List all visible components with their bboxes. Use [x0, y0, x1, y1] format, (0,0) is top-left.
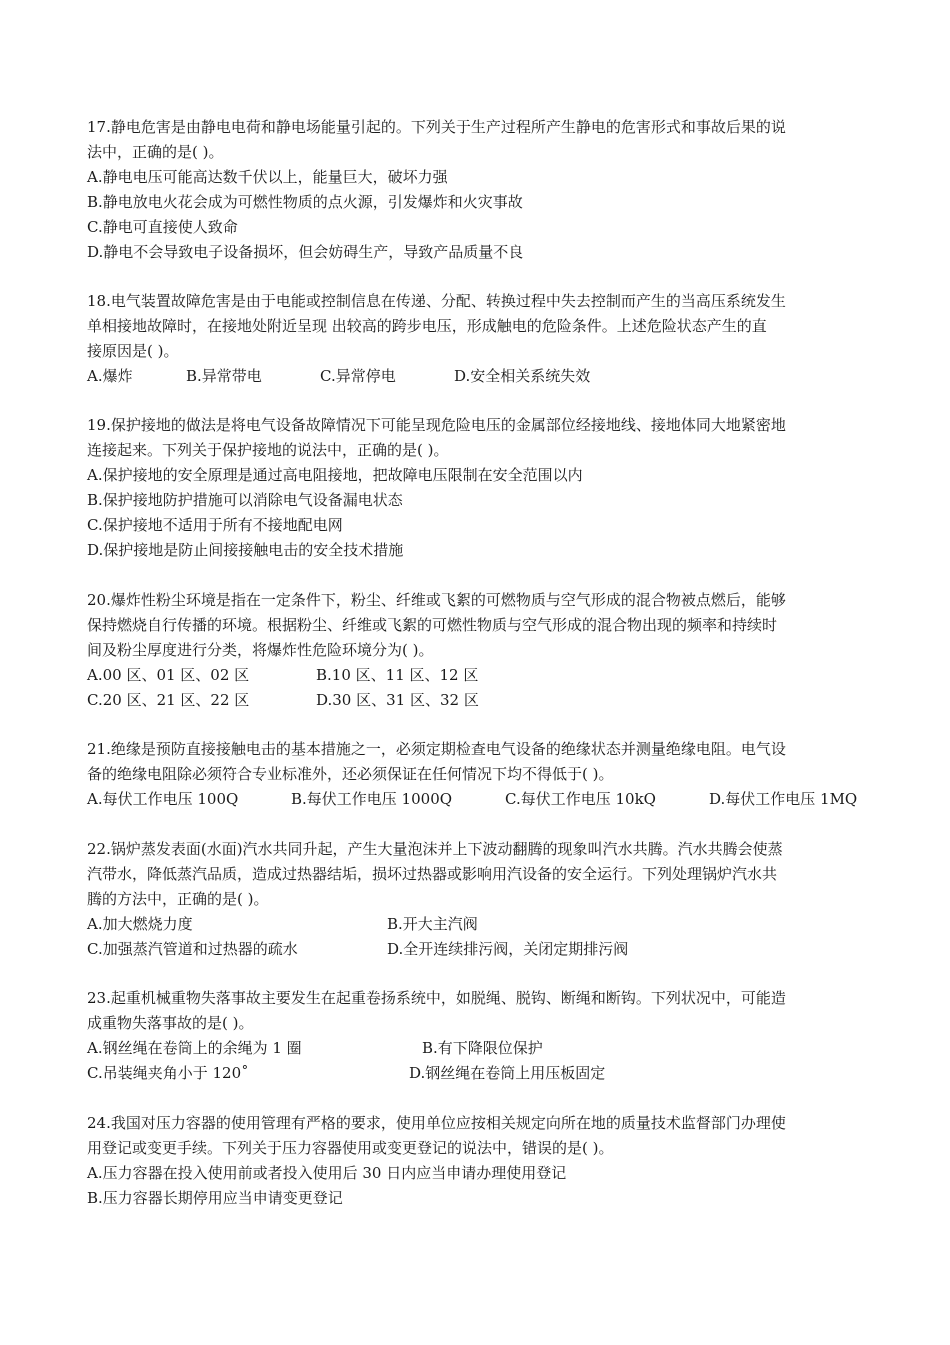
option-d: D.30 区、31 区、32 区 [316, 691, 479, 709]
option-d: D.全开连续排污阀，关闭定期排污阀 [387, 940, 629, 958]
options-row [87, 912, 867, 937]
question-text-line: 连接起来。下列关于保护接地的说法中，正确的是( )。 [87, 441, 449, 459]
option-a: A.加大燃烧力度 [87, 915, 193, 933]
options-row [87, 364, 867, 389]
question-text-line: 汽带水，降低蒸汽品质，造成过热器结垢，损坏过热器或影响用汽设备的安全运行。下列处理锅炉汽水共 [87, 865, 778, 883]
option-c: C.每伏工作电压 10kQ [505, 790, 656, 808]
option-c: C.加强蒸汽管道和过热器的疏水 [87, 940, 298, 958]
option-b: B.异常带电 [186, 367, 262, 385]
option-b: B.保护接地防护措施可以消除电气设备漏电状态 [87, 491, 403, 509]
question-text-line: 腾的方法中，正确的是( )。 [87, 890, 269, 908]
option-a: A.钢丝绳在卷筒上的余绳为 1 圈 [87, 1039, 302, 1057]
question-18 [87, 289, 867, 389]
option-d: D.每伏工作电压 1MQ [709, 790, 858, 808]
option-b: B.压力容器长期停用应当申请变更登记 [87, 1189, 343, 1207]
option-d: D.钢丝绳在卷筒上用压板固定 [409, 1064, 606, 1082]
question-text-line: 23.起重机械重物失落事故主要发生在起重卷扬系统中，如脱绳、脱钩、断绳和断钩。下列状况中，可能造 [87, 989, 786, 1007]
question-text-line: 20.爆炸性粉尘环境是指在一定条件下，粉尘、纤维或飞絮的可燃物质与空气形成的混合物被点燃后，能够 [87, 591, 786, 609]
option-c: C.20 区、21 区、22 区 [87, 691, 250, 709]
option-c: C.静电可直接使人致命 [87, 218, 238, 236]
question-text-line: 19.保护接地的做法是将电气设备故障情况下可能呈现危险电压的金属部位经接地线、接地体同大地紧密地 [87, 416, 786, 434]
options-row [87, 1061, 867, 1086]
question-22 [87, 837, 867, 962]
option-b: B.有下降限位保护 [422, 1039, 543, 1057]
option-d: D.静电不会导致电子设备损坏，但会妨碍生产，导致产品质量不良 [87, 243, 524, 261]
option-b: B.开大主汽阀 [387, 915, 478, 933]
option-a: A.静电电压可能高达数千伏以上，能量巨大，破坏力强 [87, 168, 448, 186]
question-text-line: 用登记或变更手续。下列关于压力容器使用或变更登记的说法中，错误的是( )。 [87, 1139, 614, 1157]
option-c: C.保护接地不适用于所有不接地配电网 [87, 516, 343, 534]
options-row [87, 1036, 867, 1061]
question-text-line: 24.我国对压力容器的使用管理有严格的要求，使用单位应按相关规定向所在地的质量技术监督部门办理使 [87, 1114, 786, 1132]
option-b: B.10 区、11 区、12 区 [316, 666, 479, 684]
question-text-line: 备的绝缘电阻除必须符合专业标准外，还必须保证在任何情况下均不得低于( )。 [87, 765, 614, 783]
question-text-line: 17.静电危害是由静电电荷和静电场能量引起的。下列关于生产过程所产生静电的危害形式和事故后果的说 [87, 118, 786, 136]
question-text-line: 保持燃烧自行传播的环境。根据粉尘、纤维或飞絮的可燃性物质与空气形成的混合物出现的频率和持续时 [87, 616, 778, 634]
option-c: C.异常停电 [320, 367, 396, 385]
question-text-line: 21.绝缘是预防直接接触电击的基本措施之一，必须定期检查电气设备的绝缘状态并测量绝缘电阻。电气设 [87, 740, 786, 758]
question-text-line: 成重物失落事故的是( )。 [87, 1014, 254, 1032]
question-17 [87, 115, 867, 265]
question-text-line: 接原因是( )。 [87, 342, 179, 360]
question-24 [87, 1111, 867, 1211]
question-text-line: 18.电气装置故障危害是由于电能或控制信息在传递、分配、转换过程中失去控制而产生的当高压系统发生 [87, 292, 786, 310]
question-text-line: 间及粉尘厚度进行分类，将爆炸性危险环境分为( )。 [87, 641, 434, 659]
question-23 [87, 986, 867, 1086]
options-row [87, 937, 867, 962]
question-20 [87, 588, 867, 713]
options-row [87, 688, 867, 713]
option-d: D.保护接地是防止间接接触电击的安全技术措施 [87, 541, 404, 559]
question-21 [87, 737, 867, 812]
option-a: A.压力容器在投入使用前或者投入使用后 30 日内应当申请办理使用登记 [87, 1164, 567, 1182]
option-a: A.保护接地的安全原理是通过高电阻接地，把故障电压限制在安全范围以内 [87, 466, 583, 484]
options-row [87, 663, 867, 688]
option-a: A.每伏工作电压 100Q [87, 790, 239, 808]
options-row [87, 787, 867, 812]
question-19 [87, 413, 867, 563]
option-a: A.00 区、01 区、02 区 [87, 666, 250, 684]
option-b: B.静电放电火花会成为可燃性物质的点火源，引发爆炸和火灾事故 [87, 193, 523, 211]
option-c: C.吊装绳夹角小于 120˚ [87, 1064, 249, 1082]
question-text-line: 法中，正确的是( )。 [87, 143, 224, 161]
option-b: B.每伏工作电压 1000Q [291, 790, 453, 808]
question-text-line: 单相接地故障时，在接地处附近呈现 出较高的跨步电压，形成触电的危险条件。上述危险状态产生的直 [87, 317, 767, 335]
option-d: D.安全相关系统失效 [454, 367, 591, 385]
option-a: A.爆炸 [87, 367, 133, 385]
question-text-line: 22.锅炉蒸发表面(水面)汽水共同升起，产生大量泡沫并上下波动翻腾的现象叫汽水共腾。汽水共腾会使蒸 [87, 840, 783, 858]
